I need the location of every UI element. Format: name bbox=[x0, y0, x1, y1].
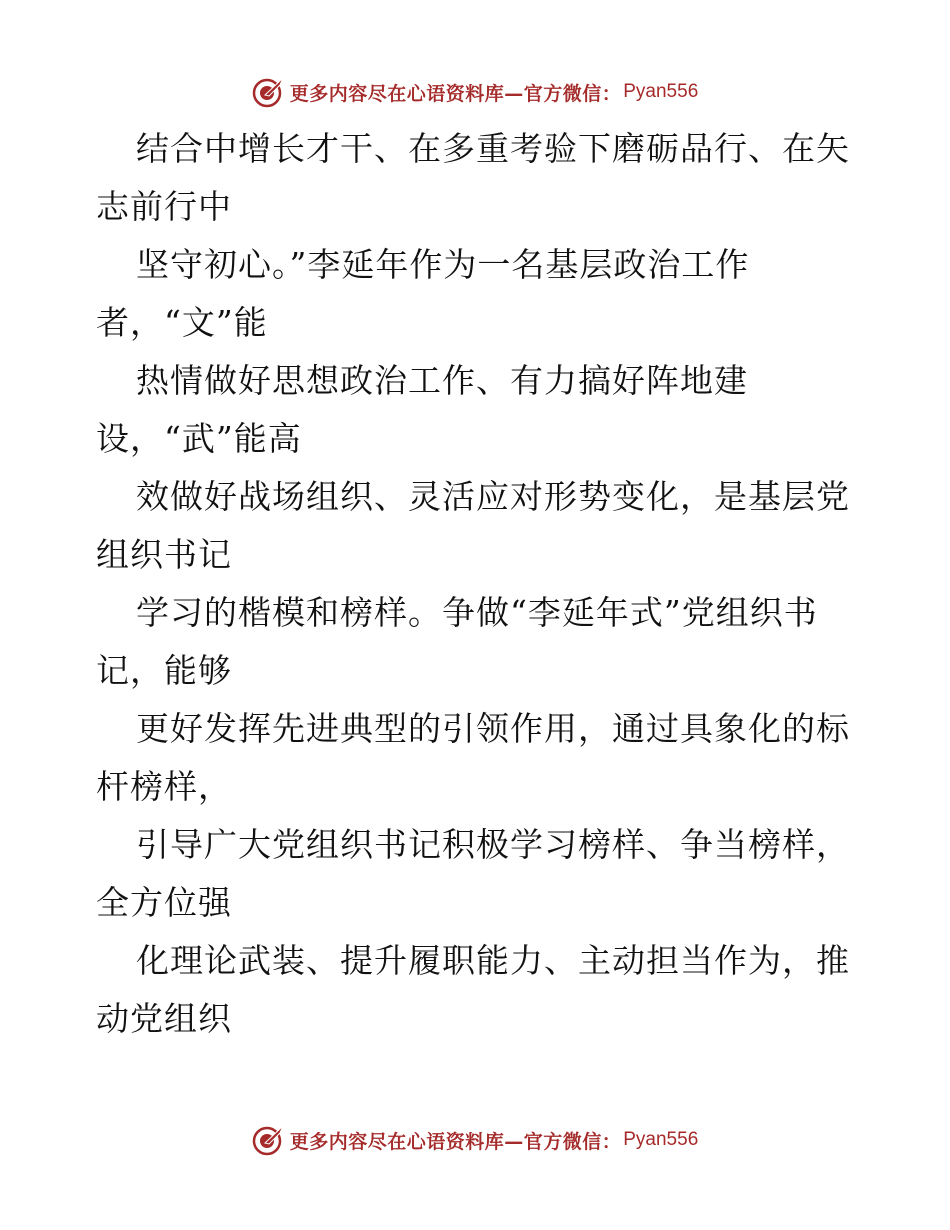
text-line: 热情做好思想政治工作、有力搞好阵地建 bbox=[136, 361, 748, 400]
text-line: 结合中增长才干、在多重考验下磨砺品行、在矢 bbox=[136, 129, 850, 168]
text-line: 化理论武装、提升履职能力、主动担当作为，推 bbox=[136, 941, 850, 980]
quill-logo-icon bbox=[252, 75, 286, 109]
text-line: 效做好战场组织、灵活应对形势变化，是基层党 bbox=[136, 477, 850, 516]
text-line: 动党组织 bbox=[96, 999, 232, 1038]
document-body bbox=[96, 120, 876, 1048]
text-line: 全方位强 bbox=[96, 883, 232, 922]
text-line: 设，“武”能高 bbox=[96, 419, 302, 458]
text-line: 者，“文”能 bbox=[96, 303, 268, 342]
header-banner-text: 更多内容尽在心语资料库—官方微信： bbox=[289, 82, 622, 105]
header-wechat-id: Pyan556 bbox=[623, 81, 699, 102]
quill-logo-icon bbox=[252, 1123, 286, 1157]
text-line: 志前行中 bbox=[96, 187, 232, 226]
text-line: 记，能够 bbox=[96, 651, 232, 690]
footer-wechat-id: Pyan556 bbox=[623, 1129, 699, 1150]
text-line: 学习的楷模和榜样。争做“李延年式”党组织书 bbox=[136, 593, 818, 632]
footer-banner-text: 更多内容尽在心语资料库—官方微信： bbox=[289, 1130, 622, 1153]
footer-banner bbox=[0, 1120, 950, 1160]
text-line: 引导广大党组织书记积极学习榜样、争当榜样， bbox=[136, 825, 850, 864]
text-line: 更好发挥先进典型的引领作用，通过具象化的标 bbox=[136, 709, 850, 748]
text-line: 组织书记 bbox=[96, 535, 232, 574]
text-line: 杆榜样， bbox=[96, 767, 232, 806]
text-line: 坚守初心。”李延年作为一名基层政治工作 bbox=[136, 245, 750, 284]
header-banner bbox=[0, 72, 950, 112]
